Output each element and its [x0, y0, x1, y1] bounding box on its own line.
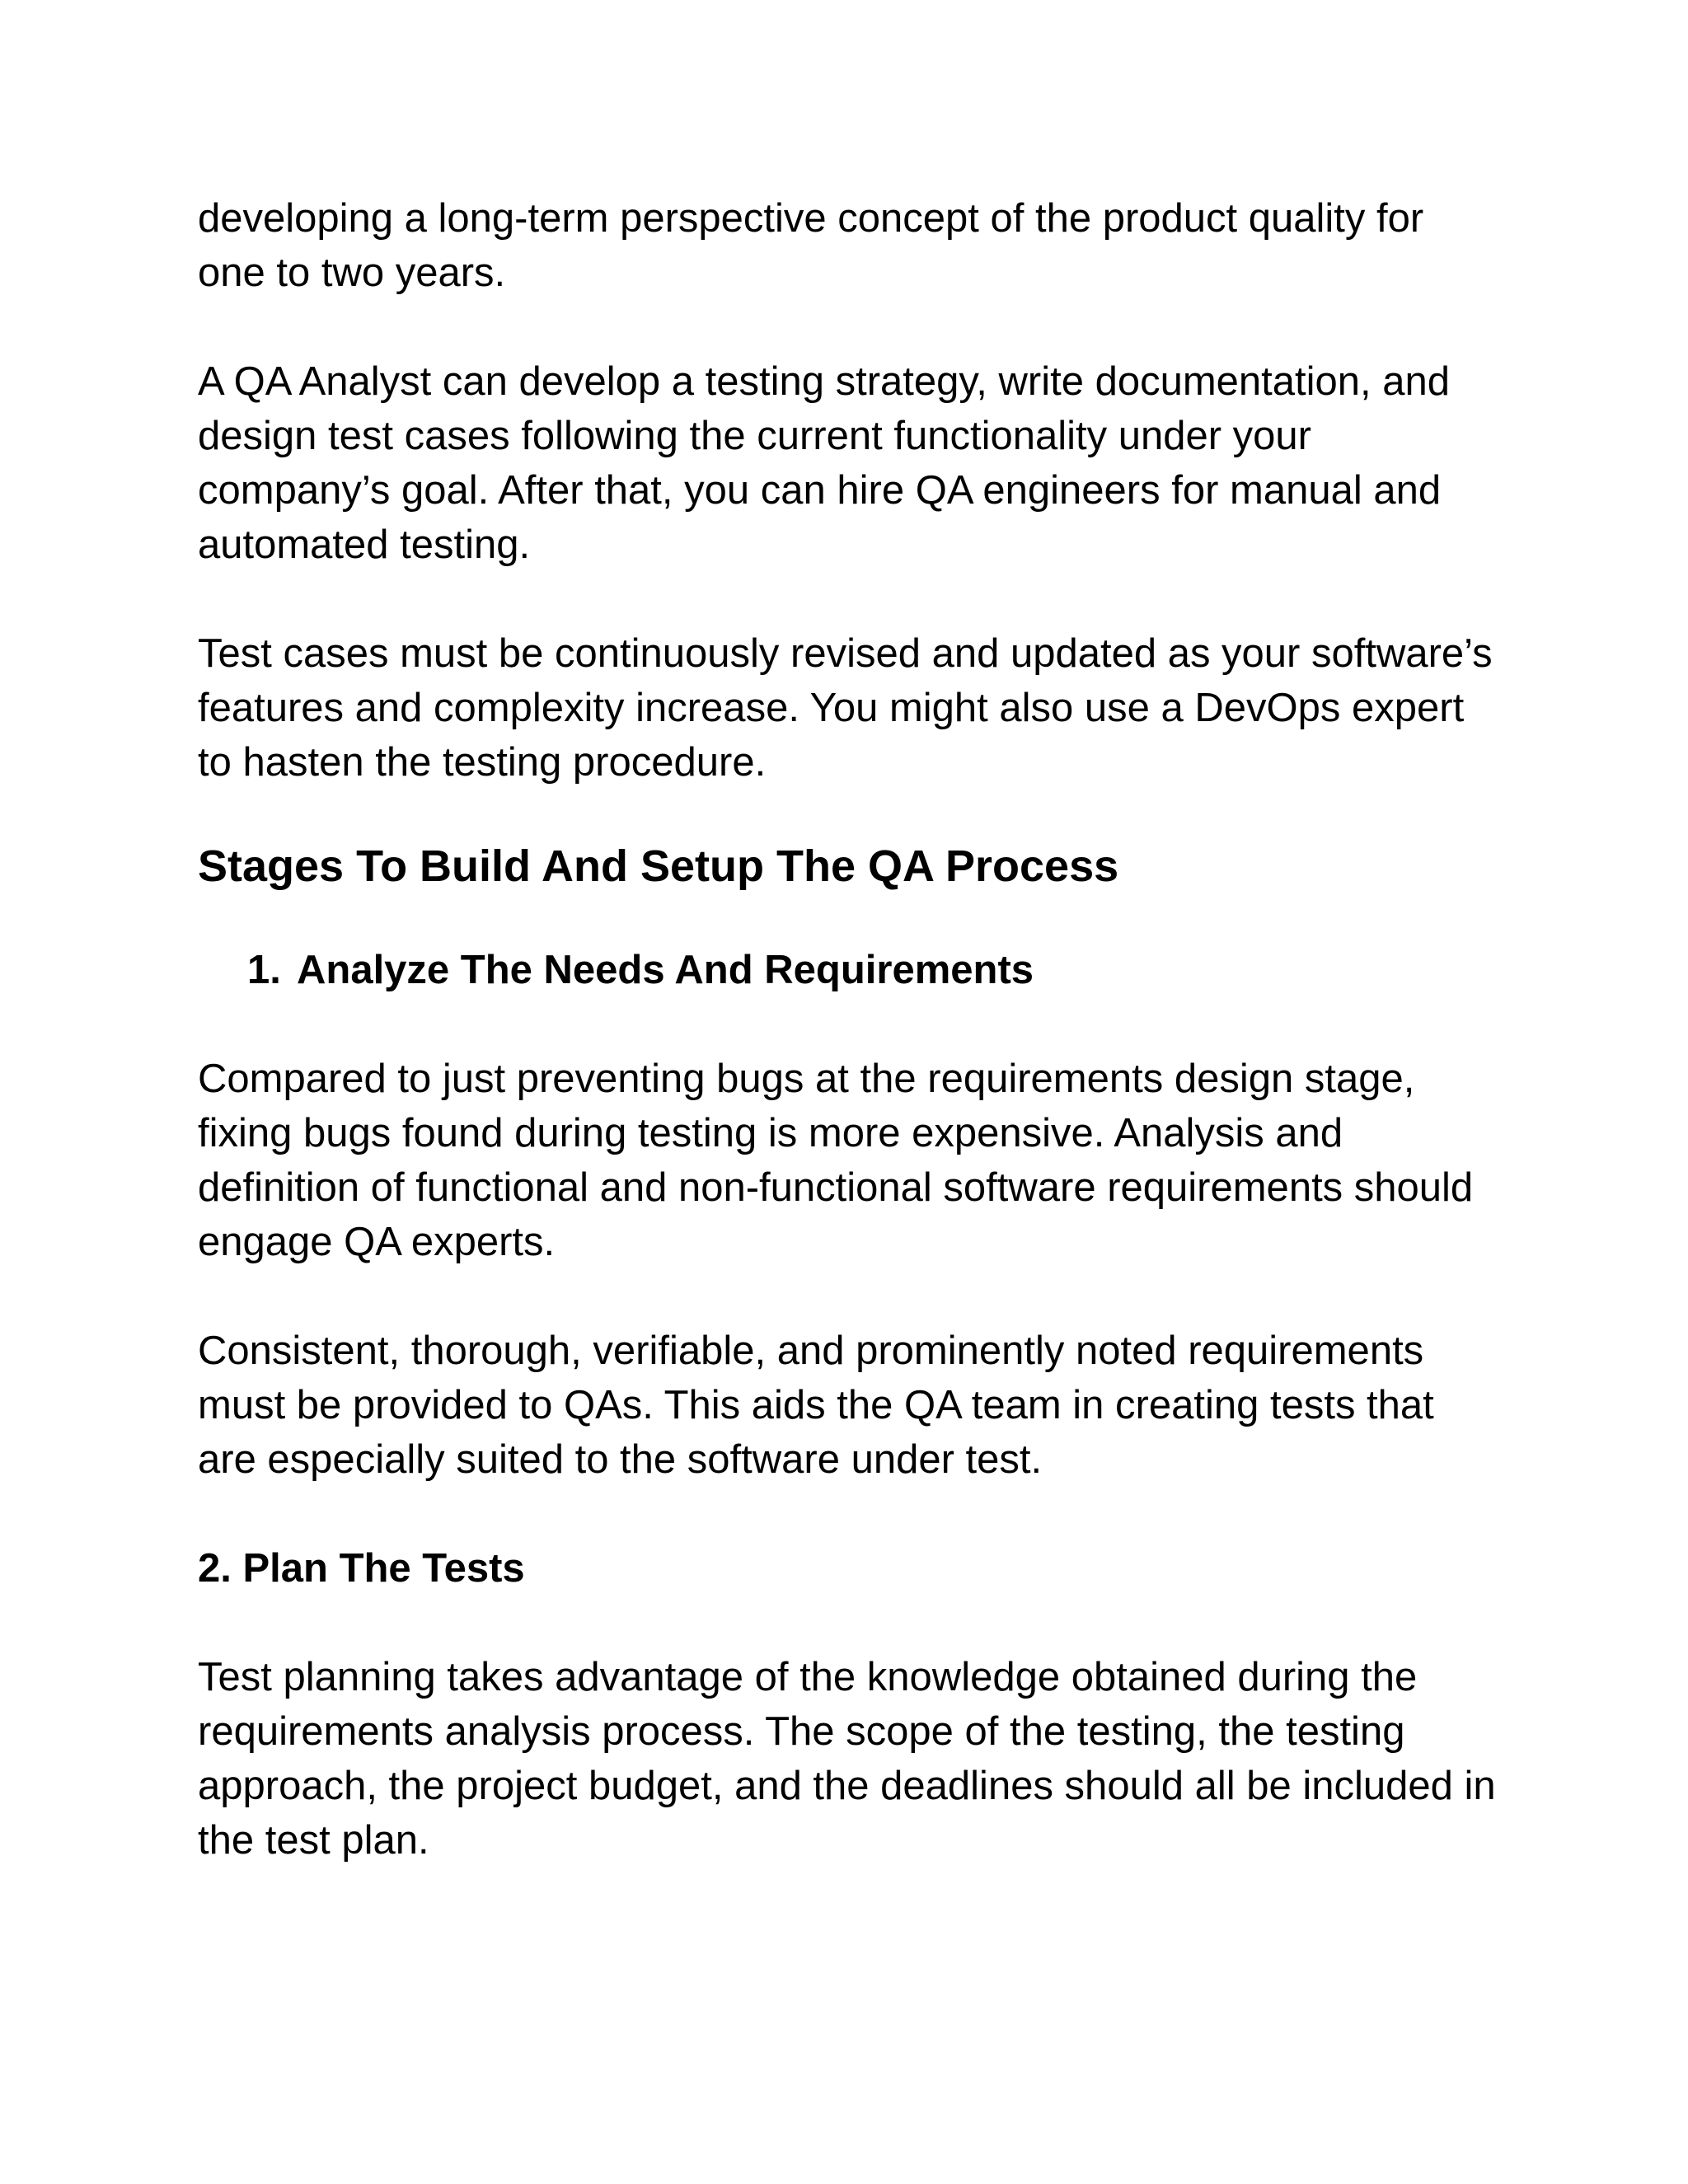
- stage-1-title: Analyze The Needs And Requirements: [297, 948, 1034, 992]
- paragraph-product-quality: developing a long-term perspective concept of the product quality for one to two years.: [198, 196, 1424, 295]
- document-page: [198, 191, 1500, 1868]
- paragraph-test-cases: Test cases must be continuously revised and updated as your software’s features and complexity increase. You might also use a DevOps expert to hasten the testing procedure.: [198, 631, 1493, 785]
- paragraph-bug-prevention: Compared to just preventing bugs at the requirements design stage, fixing bugs found during testing is more expensive. Analysis and definition of functional and non-functional software requirements should engage QA experts.: [198, 1057, 1474, 1264]
- paragraph-requirements: Consistent, thorough, verifiable, and prominently noted requirements must be provided to QAs. This aids the QA team in creating tests that are especially suited to the software under test.: [198, 1329, 1434, 1482]
- section-heading: Stages To Build And Setup The QA Process: [198, 841, 1119, 891]
- paragraph-test-planning: Test planning takes advantage of the knowledge obtained during the requirements analysis process. The scope of the testing, the testing approach, the project budget, and the deadlines should all be included in the test plan.: [198, 1655, 1496, 1863]
- stage-1-heading: [198, 943, 1500, 997]
- stage-1-number: 1.: [247, 948, 281, 992]
- paragraph-qa-analyst: A QA Analyst can develop a testing strategy, write documentation, and design test cases following the current functionality under your company’s goal. After that, you can hire QA engineers for manual and automated testing.: [198, 359, 1450, 567]
- stage-2-heading: 2. Plan The Tests: [198, 1546, 525, 1591]
